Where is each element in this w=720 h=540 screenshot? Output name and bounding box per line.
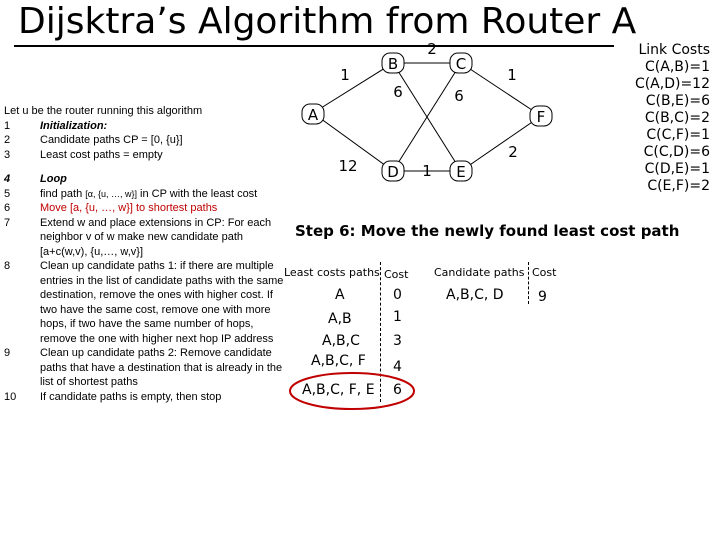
candidate-path: A,B,C, D — [446, 287, 504, 303]
algorithm-text — [4, 104, 284, 404]
candidate-value: 9 — [538, 289, 547, 305]
least-cost-path: A,B,C, F — [311, 353, 366, 369]
algorithm-line — [4, 119, 284, 134]
edge-c-d-cost: 6 — [454, 87, 464, 105]
node-f-label: F — [536, 108, 546, 126]
line-text: Initialization: — [40, 119, 108, 132]
least-cost-value: 3 — [393, 333, 402, 349]
line-text: Loop — [40, 173, 67, 185]
candidate-header-path: Candidate paths — [434, 266, 525, 279]
edge-e-f — [461, 116, 541, 171]
algorithm-line — [4, 346, 284, 390]
step-heading: Step 6: Move the newly found least cost path — [295, 222, 680, 240]
least-cost-value: 4 — [393, 359, 402, 375]
least-cost-header-path: Least costs paths — [284, 266, 380, 279]
least-cost-path: A — [335, 287, 345, 303]
line-text: Clean up candidate paths 2: Remove candidate paths that have a destination that is already in the list of shortest paths — [40, 347, 283, 388]
line-number: 8 — [4, 260, 11, 272]
least-cost-header-cost: Cost — [384, 268, 409, 281]
line-number: 10 — [4, 390, 17, 403]
line-text: Move [a, {u, …, w}] to shortest paths — [40, 202, 218, 214]
candidate-header-cost: Cost — [532, 266, 557, 279]
link-cost-item: C(D,E)=1 — [644, 161, 710, 177]
line-text: find path [α, {u, …, w}] in CP with the least cost — [40, 187, 258, 200]
edge-b-e-cost: 6 — [393, 83, 403, 101]
link-costs-heading: Link Costs — [638, 42, 710, 58]
algorithm-line — [4, 216, 284, 260]
line-text: Clean up candidate paths 1: if there are multiple entries in the list of candidate paths with the same destination, remove the ones with higher cost. If two have the same cost, remove one with more hops, if two have the same number of hops, remove the one with higher next hop IP address — [40, 260, 284, 345]
node-e-label: E — [456, 163, 466, 181]
link-cost-item: C(A,D)=12 — [634, 76, 710, 92]
node-a-label: A — [307, 106, 319, 124]
edge-e-f-cost: 2 — [508, 143, 518, 161]
node-b-label: B — [387, 55, 399, 73]
algorithm-line — [4, 133, 284, 148]
least-cost-value: 0 — [393, 287, 402, 303]
edge-a-d-cost: 12 — [338, 157, 358, 175]
line-text: Least cost paths = empty — [40, 148, 163, 161]
least-cost-value: 6 — [393, 382, 402, 398]
line-number: 9 — [4, 347, 11, 359]
link-cost-item: C(E,F)=2 — [647, 178, 710, 194]
least-cost-path: A,B,C, F, E — [302, 382, 375, 398]
link-cost-item: C(B,E)=6 — [645, 93, 710, 109]
algorithm-line — [4, 390, 284, 405]
node-c-label: C — [455, 55, 467, 73]
line-number: 7 — [4, 216, 11, 229]
line-text: If candidate paths is empty, then stop — [40, 390, 222, 403]
algorithm-line — [4, 259, 284, 346]
link-cost-item: C(C,D)=6 — [643, 144, 710, 160]
algorithm-line — [4, 187, 284, 202]
node-d-label: D — [387, 163, 399, 181]
edge-a-b — [313, 63, 393, 113]
line-number: 1 — [4, 119, 11, 132]
algorithm-line — [4, 148, 284, 163]
line-number: 5 — [4, 187, 11, 200]
edge-c-f — [461, 63, 541, 116]
line-number: 2 — [4, 134, 11, 146]
page-title: Dijsktra’s Algorithm from Router A — [18, 1, 637, 42]
edge-b-c-cost: 2 — [427, 40, 437, 58]
edge-c-f-cost: 1 — [507, 66, 517, 84]
line-number: 6 — [4, 202, 11, 214]
edge-d-e-cost: 1 — [422, 162, 432, 180]
line-number: 3 — [4, 148, 11, 161]
link-cost-item: C(A,B)=1 — [645, 59, 710, 75]
line-text: Extend w and place extensions in CP: For each neighbor v of w make new candidate path [a+c(w,v), {u,…, w,v}] — [40, 216, 272, 258]
edge-a-b-cost: 1 — [340, 66, 350, 84]
least-cost-path: A,B — [328, 311, 352, 327]
algorithm-intro: Let u be the router running this algorithm — [4, 105, 203, 117]
least-cost-value: 1 — [393, 309, 402, 325]
link-cost-item: C(C,F)=1 — [646, 127, 710, 143]
candidate-divider — [528, 262, 529, 304]
link-cost-item: C(B,C)=2 — [644, 110, 710, 126]
algorithm-line — [4, 172, 284, 187]
line-text: Candidate paths CP = [0, {u}] — [40, 134, 183, 146]
line-number: 4 — [4, 173, 11, 185]
least-cost-path: A,B,C — [322, 333, 360, 349]
algorithm-line — [4, 201, 284, 216]
